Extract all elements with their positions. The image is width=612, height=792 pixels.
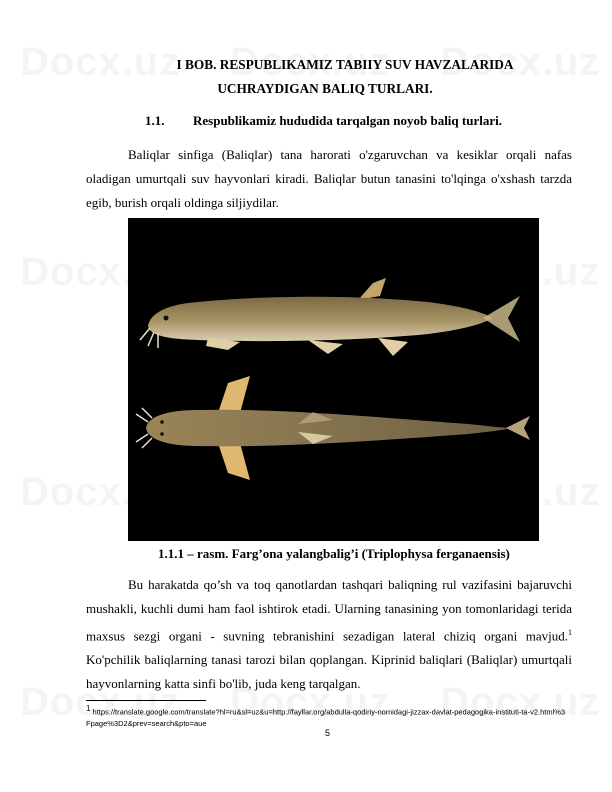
body-paragraph: [86, 573, 572, 696]
chapter-title-line2: UCHRAYDIGAN BALIQ TURLARI.: [217, 81, 433, 96]
page-number: 5: [325, 728, 331, 738]
footnote-link[interactable]: https://translate.google.com/translate?hl=ru&sl=uz&u=http://fayllar.org/abdulla-qodiriy-nomidagi-jizzax-davlat-pedagogika-instituti-ta-v2.html%3Fpage%3D2&prev=search&pto=aue: [86, 707, 566, 728]
section-title: Respublikamiz hududida tarqalgan noyob baliq turlari.: [193, 113, 502, 128]
footnote-reference[interactable]: 1: [568, 628, 572, 637]
intro-paragraph: [86, 143, 572, 215]
fish-photo: [128, 218, 539, 541]
intro-paragraph-text: Baliqlar sinfiga (Baliqlar) tana harorati o'zgaruvchan va kesiklar orqali nafas oladigan umurtqali suv hayvonlari kiradi. Baliqlar butun tanasini to'lqinga o'xshash tarzda egib, burish orqali oldinga siljiydilar.: [86, 147, 572, 210]
figure-caption: 1.1.1 – rasm. Farg’ona yalangbalig’i (Triplophysa ferganaensis): [158, 546, 510, 561]
section-heading: [145, 113, 502, 129]
fish-top-view: [136, 376, 530, 480]
footnote: [86, 703, 566, 729]
fish-illustration: [128, 218, 539, 541]
footnote-number: 1: [86, 704, 91, 713]
chapter-title-line1: I BOB. RESPUBLIKAMIZ TABIIY SUV HAVZALARIDA: [176, 57, 514, 72]
fish-side-view: [140, 278, 520, 356]
body-paragraph-text-1: Bu harakatda qo’sh va toq qanotlardan tashqari baliqning rul vazifasini bajaruvchi mushakli, kuchli dumi ham faol ishtirok etadi. Ularning tanasining yon tomonlaridagi terida maxsus sezgi organi - suvning tebranishini sezadigan lateral chiziq organi mavjud.: [86, 577, 572, 644]
section-number: 1.1.: [145, 113, 165, 128]
body-paragraph-text-2: Ko'pchilik baliqlarning tanasi tarozi bilan qoplangan. Kiprinid baliqlari (Baliqlar) umurtqali hayvonlarning katta sinfi bo'lib, juda keng tarqalgan.: [86, 652, 572, 692]
footnote-separator: [86, 700, 206, 701]
